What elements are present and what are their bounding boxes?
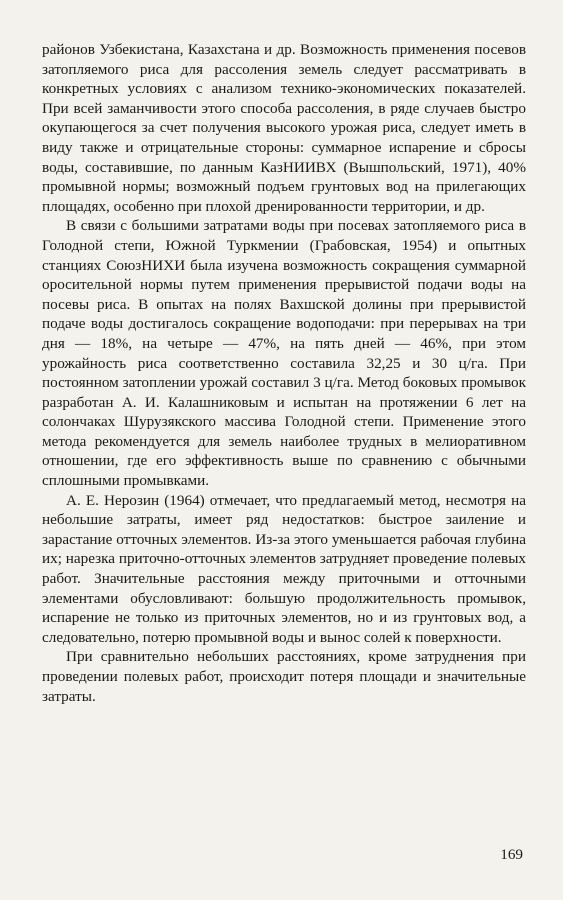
paragraph-1: районов Узбекистана, Казахстана и др. Возможность применения посевов затопляемого риса для рассоления земель следует рассматривать в конкретных условиях с анализом технико-экономических показателей. При всей заманчивости этого способа рассоления, в ряде случаев быстро окупающегося за счет получения высокого урожая риса, следует иметь в виду также и отрицательные стороны: суммарное испарение и сбросы воды, составившие, по данным КазНИИВХ (Вышпольский, 1971), 40% промывной нормы; возможный подъем грунтовых вод на прилегающих площадях, особенно при плохой дренированности территории, и др. [42, 41, 526, 215]
paragraph-4: При сравнительно небольших расстояниях, кроме затруднения при проведении полевых работ, происходит потеря площади и значительные затраты. [42, 648, 526, 705]
body-text [42, 40, 526, 706]
paragraph-2: В связи с большими затратами воды при посевах затопляемого риса в Голодной степи, Южной Туркмении (Грабовская, 1954) и опытных станциях СоюзНИХИ была изучена возможность сокращения суммарной оросительной нормы путем применения прерывистой подачи воды на посевы риса. В опытах на полях Вахшской долины при прерывистой подаче воды достигалось сокращение водоподачи: при перерывах на три дня — 18%, на четыре — 47%, на пять дней — 46%, при этом урожайность риса соответственно составила 32,25 и 30 ц/га. При постоянном затоплении урожай составил 3 ц/га. Метод боковых промывок разработан А. И. Калашниковым и испытан на протяжении 6 лет на солончаках Шурузякского массива Голодной степи. Применение этого метода рекомендуется для земель наиболее трудных в мелиоративном отношении, где его эффективность выше по сравнению с обычными сплошными промывками. [42, 217, 526, 490]
paragraph-3: А. Е. Нерозин (1964) отмечает, что предлагаемый метод, несмотря на небольшие затраты, имеет ряд недостатков: быстрое заиление и зарастание отточных элементов. Из-за этого уменьшается рабочая глубина их; нарезка приточно-отточных элементов затрудняет проведение полевых работ. Значительные расстояния между приточными и отточными элементами обусловливают: большую продолжительность промывок, испарение не только из приточных элементов, но и из грунтовых вод, а следовательно, потерю промывной воды и вынос солей к поверхности. [42, 491, 527, 646]
page-number: 169 [500, 846, 523, 863]
